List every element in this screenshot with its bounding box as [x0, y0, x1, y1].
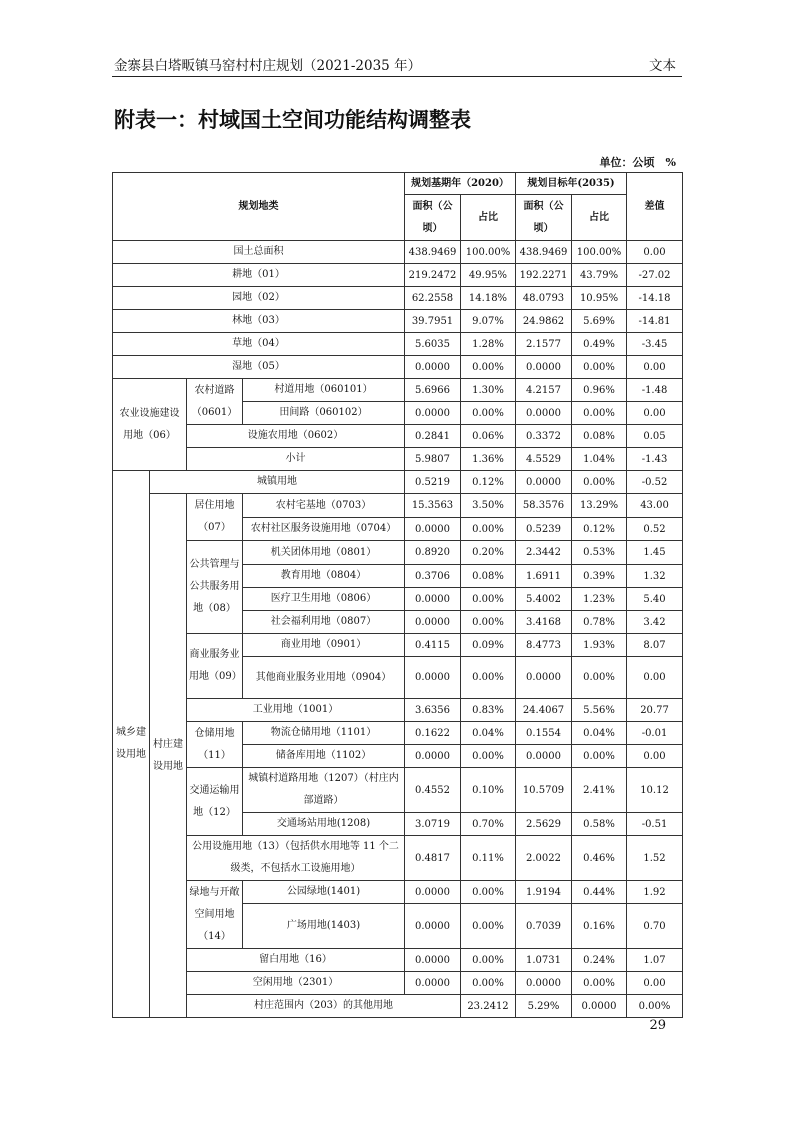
base-share-cell: 0.00% [461, 904, 516, 949]
target-area-cell: 8.4773 [516, 634, 572, 657]
group-label: 村庄建设用地 [150, 494, 187, 1018]
target-area-cell: 0.0000 [516, 402, 572, 425]
unit-label: 单位：公顷 % [599, 156, 676, 169]
difference-cell: 0.52 [627, 518, 683, 541]
table-row [113, 768, 683, 813]
land-type-label: 国土总面积 [113, 241, 405, 264]
header-rule [112, 76, 682, 77]
base-share-cell: 0.09% [461, 634, 516, 657]
land-type-label: 空闲用地（2301） [187, 972, 405, 995]
base-share-cell: 0.11% [461, 836, 516, 881]
base-area-cell: 0.0000 [405, 745, 461, 768]
target-area-cell: 24.9862 [516, 310, 572, 333]
difference-cell: -0.01 [627, 722, 683, 745]
target-share-cell: 5.56% [572, 699, 627, 722]
target-area-cell: 2.1577 [516, 333, 572, 356]
target-share-cell: 0.39% [572, 565, 627, 588]
land-type-label: 物流仓储用地（1101） [243, 722, 405, 745]
land-type-label: 其他商业服务业用地（0904） [243, 657, 405, 699]
target-area-cell: 192.2271 [516, 264, 572, 287]
target-area-cell: 48.0793 [516, 287, 572, 310]
base-share-cell: 0.00% [461, 402, 516, 425]
base-share-cell: 0.08% [461, 565, 516, 588]
land-type-label: 耕地（01） [113, 264, 405, 287]
table-row [113, 881, 683, 904]
land-type-label: 田间路（060102） [243, 402, 405, 425]
table-row [113, 356, 683, 379]
difference-cell: -3.45 [627, 333, 683, 356]
land-type-label: 医疗卫生用地（0806） [243, 588, 405, 611]
header-difference: 差值 [627, 173, 683, 241]
target-share-cell: 100.00% [572, 241, 627, 264]
base-area-cell: 3.0719 [405, 813, 461, 836]
base-area-cell: 0.5219 [405, 471, 461, 494]
difference-cell: 1.92 [627, 881, 683, 904]
base-share-cell: 1.36% [461, 448, 516, 471]
running-header-section: 文本 [649, 58, 676, 74]
target-share-cell: 0.16% [572, 904, 627, 949]
target-area-cell: 24.4067 [516, 699, 572, 722]
base-area-cell: 0.4817 [405, 836, 461, 881]
base-share-cell: 0.04% [461, 722, 516, 745]
table-row [113, 836, 683, 881]
target-share-cell: 0.24% [572, 949, 627, 972]
base-share-cell: 0.12% [461, 471, 516, 494]
target-area-cell: 0.7039 [516, 904, 572, 949]
target-share-cell: 0.00% [572, 471, 627, 494]
land-type-label: 湿地（05） [113, 356, 405, 379]
target-share-cell: 5.69% [572, 310, 627, 333]
target-share-cell: 0.49% [572, 333, 627, 356]
base-area-cell: 0.4115 [405, 634, 461, 657]
base-area-cell: 5.6966 [405, 379, 461, 402]
base-area-cell: 0.0000 [405, 402, 461, 425]
group-label: 商业服务业用地（09） [187, 634, 243, 699]
target-area-cell: 0.0000 [516, 657, 572, 699]
difference-cell: -1.48 [627, 379, 683, 402]
base-share-cell: 0.20% [461, 541, 516, 565]
land-type-label: 城镇用地 [150, 471, 405, 494]
base-area-cell: 23.2412 [461, 995, 516, 1018]
difference-cell: 0.05 [627, 425, 683, 448]
target-share-cell: 1.23% [572, 588, 627, 611]
table-row [113, 541, 683, 565]
target-area-cell: 4.5529 [516, 448, 572, 471]
base-area-cell: 0.0000 [405, 588, 461, 611]
base-share-cell: 0.00% [461, 518, 516, 541]
target-share-cell: 43.79% [572, 264, 627, 287]
target-area-cell: 10.5709 [516, 768, 572, 813]
base-area-cell: 0.3706 [405, 565, 461, 588]
difference-cell: 3.42 [627, 611, 683, 634]
base-share-cell: 0.00% [461, 949, 516, 972]
target-share-cell: 1.04% [572, 448, 627, 471]
land-type-label: 公园绿地(1401) [243, 881, 405, 904]
difference-cell: -14.81 [627, 310, 683, 333]
table-row [113, 471, 683, 494]
table-row [113, 425, 683, 448]
land-type-label: 商业用地（0901） [243, 634, 405, 657]
group-label: 居住用地（07） [187, 494, 243, 541]
base-area-cell: 0.8920 [405, 541, 461, 565]
target-share-cell: 0.04% [572, 722, 627, 745]
target-area-cell: 0.0000 [516, 471, 572, 494]
base-share-cell: 0.83% [461, 699, 516, 722]
base-area-cell: 0.1622 [405, 722, 461, 745]
target-share-cell: 0.00% [572, 402, 627, 425]
land-type-label: 城镇村道路用地（1207）（村庄内部道路） [243, 768, 405, 813]
base-share-cell: 49.95% [461, 264, 516, 287]
difference-cell: -27.02 [627, 264, 683, 287]
table-row [113, 949, 683, 972]
difference-cell: -0.52 [627, 471, 683, 494]
base-area-cell: 3.6356 [405, 699, 461, 722]
table-body [113, 173, 683, 1018]
target-share-cell: 0.78% [572, 611, 627, 634]
target-area-cell: 2.5629 [516, 813, 572, 836]
base-area-cell: 219.2472 [405, 264, 461, 287]
group-label: 公共管理与公共服务用地（08） [187, 541, 243, 634]
difference-cell: 0.00 [627, 745, 683, 768]
table-row [113, 287, 683, 310]
target-area-cell: 1.0731 [516, 949, 572, 972]
target-area-cell: 5.4002 [516, 588, 572, 611]
target-share-cell: 0.00% [572, 745, 627, 768]
base-share-cell: 0.00% [461, 972, 516, 995]
difference-cell: 0.00 [627, 402, 683, 425]
land-type-label: 留白用地（16） [187, 949, 405, 972]
target-share-cell: 0.00% [572, 657, 627, 699]
table-row [113, 333, 683, 356]
table-row [113, 634, 683, 657]
target-area-cell: 4.2157 [516, 379, 572, 402]
base-area-cell: 0.0000 [405, 611, 461, 634]
base-share-cell: 0.00% [461, 588, 516, 611]
land-type-label: 农村社区服务设施用地（0704） [243, 518, 405, 541]
header-row [113, 173, 683, 195]
target-share-cell: 0.12% [572, 518, 627, 541]
base-area-cell: 0.0000 [405, 972, 461, 995]
difference-cell: -14.18 [627, 287, 683, 310]
group-label: 农村道路（0601） [187, 379, 243, 425]
base-area-cell: 0.0000 [405, 356, 461, 379]
land-type-label: 社会福利用地（0807） [243, 611, 405, 634]
land-type-label: 储备库用地（1102） [243, 745, 405, 768]
difference-cell: 8.07 [627, 634, 683, 657]
target-share-cell: 0.00% [627, 995, 683, 1018]
target-share-cell: 10.95% [572, 287, 627, 310]
difference-cell: 0.00 [627, 356, 683, 379]
target-area-cell: 2.3442 [516, 541, 572, 565]
land-type-label: 教育用地（0804） [243, 565, 405, 588]
base-area-cell: 5.6035 [405, 333, 461, 356]
land-type-label: 公用设施用地（13）（包括供水用地等 11 个二级类，不包括水工设施用地） [187, 836, 405, 881]
difference-cell: 10.12 [627, 768, 683, 813]
land-type-label: 机关团体用地（0801） [243, 541, 405, 565]
target-area-cell: 1.6911 [516, 565, 572, 588]
target-share-cell: 0.53% [572, 541, 627, 565]
target-share-cell: 0.46% [572, 836, 627, 881]
target-share-cell: 2.41% [572, 768, 627, 813]
base-share-cell: 0.70% [461, 813, 516, 836]
target-area-cell: 438.9469 [516, 241, 572, 264]
target-area-cell: 0.3372 [516, 425, 572, 448]
base-share-cell: 0.00% [461, 611, 516, 634]
difference-cell: 20.77 [627, 699, 683, 722]
table-row [113, 264, 683, 287]
target-area-cell: 58.3576 [516, 494, 572, 518]
group-label: 农业设施建设用地（06） [113, 379, 187, 471]
table-row [113, 995, 683, 1018]
target-share-cell: 0.00% [572, 356, 627, 379]
base-area-cell: 0.0000 [405, 657, 461, 699]
group-label: 绿地与开敞空间用地（14） [187, 881, 243, 949]
target-share-cell: 0.00% [572, 972, 627, 995]
header-share: 占比 [461, 195, 516, 241]
base-share-cell: 0.00% [461, 657, 516, 699]
land-type-label: 农村宅基地（0703） [243, 494, 405, 518]
difference-cell: 0.00 [627, 657, 683, 699]
difference-cell: 1.45 [627, 541, 683, 565]
land-type-label: 村庄范围内（203）的其他用地 [187, 995, 461, 1018]
land-type-label: 交通场站用地(1208) [243, 813, 405, 836]
target-area-cell: 0.0000 [516, 356, 572, 379]
base-share-cell: 0.00% [461, 745, 516, 768]
base-area-cell: 5.9807 [405, 448, 461, 471]
difference-cell: 0.70 [627, 904, 683, 949]
header-target-year: 规划目标年(2035) [516, 173, 627, 195]
difference-cell: 5.40 [627, 588, 683, 611]
target-area-cell: 0.1554 [516, 722, 572, 745]
difference-cell: 1.07 [627, 949, 683, 972]
land-type-label: 村道用地（060101） [243, 379, 405, 402]
header-base-year: 规划基期年（2020） [405, 173, 516, 195]
difference-cell: -0.51 [627, 813, 683, 836]
base-share-cell: 5.29% [516, 995, 572, 1018]
base-share-cell: 100.00% [461, 241, 516, 264]
base-area-cell: 438.9469 [405, 241, 461, 264]
page-title: 附表一：村域国土空间功能结构调整表 [114, 108, 471, 132]
base-area-cell: 0.4552 [405, 768, 461, 813]
land-type-label: 广场用地(1403) [243, 904, 405, 949]
base-share-cell: 1.28% [461, 333, 516, 356]
table-row [113, 448, 683, 471]
page-number: 29 [649, 1018, 666, 1033]
base-area-cell: 39.7951 [405, 310, 461, 333]
base-share-cell: 0.06% [461, 425, 516, 448]
table-row [113, 494, 683, 518]
target-share-cell: 13.29% [572, 494, 627, 518]
land-type-label: 小计 [187, 448, 405, 471]
difference-cell: 1.52 [627, 836, 683, 881]
group-label: 交通运输用地（12） [187, 768, 243, 836]
header-share: 占比 [572, 195, 627, 241]
target-share-cell: 0.58% [572, 813, 627, 836]
target-area-cell: 2.0022 [516, 836, 572, 881]
target-area-cell: 3.4168 [516, 611, 572, 634]
base-area-cell: 62.2558 [405, 287, 461, 310]
land-type-label: 设施农用地（0602） [187, 425, 405, 448]
land-type-label: 林地（03） [113, 310, 405, 333]
land-type-label: 草地（04） [113, 333, 405, 356]
base-area-cell: 15.3563 [405, 494, 461, 518]
land-type-label: 工业用地（1001） [187, 699, 405, 722]
difference-cell: 1.32 [627, 565, 683, 588]
target-share-cell: 1.93% [572, 634, 627, 657]
difference-cell: -1.43 [627, 448, 683, 471]
table-row [113, 972, 683, 995]
base-area-cell: 0.0000 [405, 518, 461, 541]
difference-cell: 43.00 [627, 494, 683, 518]
running-header-title: 金寨县白塔畈镇马窑村村庄规划（2021-2035 年） [114, 58, 422, 74]
target-share-cell: 0.08% [572, 425, 627, 448]
base-share-cell: 0.10% [461, 768, 516, 813]
base-share-cell: 14.18% [461, 287, 516, 310]
table-row [113, 241, 683, 264]
base-area-cell: 0.0000 [405, 904, 461, 949]
base-share-cell: 1.30% [461, 379, 516, 402]
base-area-cell: 0.0000 [405, 881, 461, 904]
difference-cell: 0.00 [627, 972, 683, 995]
target-share-cell: 0.44% [572, 881, 627, 904]
target-area-cell: 0.5239 [516, 518, 572, 541]
land-type-label: 园地（02） [113, 287, 405, 310]
table-row [113, 699, 683, 722]
base-area-cell: 0.2841 [405, 425, 461, 448]
header-category: 规划地类 [113, 173, 405, 241]
base-share-cell: 0.00% [461, 881, 516, 904]
header-area: 面积（公顷） [516, 195, 572, 241]
difference-cell: 0.00 [627, 241, 683, 264]
table-row [113, 722, 683, 745]
target-share-cell: 0.96% [572, 379, 627, 402]
group-label: 城乡建设用地 [113, 471, 150, 1018]
land-use-table [112, 172, 683, 1018]
group-label: 仓储用地（11） [187, 722, 243, 768]
table-row [113, 379, 683, 402]
base-share-cell: 9.07% [461, 310, 516, 333]
base-share-cell: 3.50% [461, 494, 516, 518]
target-area-cell: 1.9194 [516, 881, 572, 904]
target-area-cell: 0.0000 [516, 745, 572, 768]
target-area-cell: 0.0000 [572, 995, 627, 1018]
table-row [113, 310, 683, 333]
base-area-cell: 0.0000 [405, 949, 461, 972]
target-area-cell: 0.0000 [516, 972, 572, 995]
header-area: 面积（公顷） [405, 195, 461, 241]
base-share-cell: 0.00% [461, 356, 516, 379]
